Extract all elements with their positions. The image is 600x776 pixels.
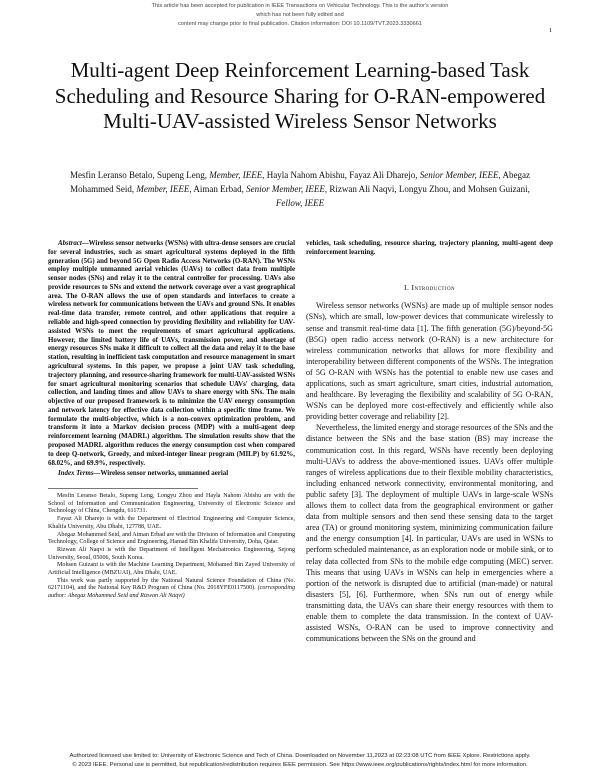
footer-line-2: © 2023 IEEE. Personal use is permitted, but republication/redistribution requires IEEE permission. See https://www.ieee.org/publications/rights/index.html for more information. (72, 762, 528, 768)
author: Hayla Nahom Abishu, (266, 170, 350, 180)
section-heading: I. Introduction (404, 282, 455, 292)
index-terms-continued: vehicles, task scheduling, resource sharing, trajectory planning, multi-agent deep reinforcement learning. (306, 240, 553, 256)
footnote-affiliation-1: Mesfin Leranso Betalo, Supeng Leng, Longyu Zhou and Hayla Nahom Abishu are with the School of Information and Communication Engineering, University of Electronic Science and Technology of China, Chengdu, 611731. (48, 493, 295, 515)
author: Mesfin Leranso Betalo, (70, 170, 158, 180)
author: Longyu Zhou, and (398, 184, 468, 195)
license-footer (14, 752, 586, 770)
left-column (48, 240, 295, 601)
index-terms-text: —Wireless sensor networks, unmanned aerial (93, 470, 229, 478)
author: Aiman Erbad, (193, 184, 247, 195)
author-membership: Member, IEEE, (209, 170, 267, 180)
footer-line-1: Authorized licensed use limited to: University of Electronic Science and Tech of China. Downloaded on November 11,2023 at 02:23:08 UTC from IEEE Xplore. Restrictions apply. (69, 753, 531, 759)
author: Supeng Leng, (157, 170, 210, 180)
footnote-funding: This work was partly supported by the National Natural Science Foundation of China (No. 62171104), and the National Key R&D Program of China (No. 2018YFE0117500). (corresponding author: Abegaz Mohammed Seid and Rizwan Ali Naqvi) (48, 577, 295, 600)
footnote-affiliation-3: Abegaz Mohammed Seid, and Aiman Erbad are with the Division of Information and Computing Technology, College of Science and Engineering, Hamad Bin Khalifa University, Doha, Qatar. (48, 531, 295, 546)
author-membership: Senior Member, IEEE, (419, 170, 503, 180)
author-membership: Member, IEEE, (136, 184, 194, 195)
index-terms-label: Index Terms (58, 470, 94, 478)
paper-title: Multi-agent Deep Reinforcement Learning-based Task Scheduling and Resource Sharing for O-RAN-empowered Multi-UAV-assisted Wireless Sensor Networks (54, 58, 546, 134)
footnote-affiliation-4: Rizwan Ali Naqvi is with the Department of Intelligent Mechatronics Engineering, Sejong University, Seoul, 05006, South Korea. (48, 546, 295, 561)
right-column (306, 240, 553, 644)
abstract-label: Abstract (58, 240, 82, 247)
author-membership: Fellow, IEEE (275, 198, 325, 209)
author: Rizwan Ali Naqvi, (329, 184, 399, 195)
corresponding-author-note: (corresponding author: Abegaz Mohammed Seid and Rizwan Ali Naqvi) (48, 585, 295, 600)
author-membership: Senior Member, IEEE, (246, 184, 330, 195)
author-list (62, 168, 538, 210)
intro-paragraph-1: Wireless sensor networks (WSNs) are made up of multiple sensor nodes (SNs), which are small, low-power devices that communicate wirelessly to sense and transmit real-time data [1]. The fifth generation (5G)/beyond-5G (B5G) open radio access network (O-RAN) is a new architecture for wireless communication networks that allows for more flexibility and interoperability between different components of the WSNs. The integration of 5G O-RAN with WSNs has the potential to enable new use cases and applications, such as smart agriculture, smart cities, industrial automation, and healthcare. By leveraging the flexibility and scalability of 5G O-RAN, WSNs can be deployed more cost-effectively and efficiently while also providing better coverage and reliability [2]. (306, 301, 553, 422)
page-number: 1 (549, 27, 553, 34)
notice-line-2: content may change prior to final publication. Citation information: DOI 10.1109/TVT.2023.3330661 (178, 20, 422, 27)
footnote-affiliation-2: Fayaz Ali Dharejo is with the Department of Electrical Engineering and Computer Science, Khalifa University, Abu Dhabi, 127788, UAE. (48, 516, 295, 530)
intro-paragraph-2: Nevertheless, the limited energy and storage resources of the SNs and the distance between the SNs and the base station (BS) may increase the communication cost. In this regard, WSNs have recently been deploying multi-UAVs to address the above-mentioned issues. UAVs offer multiple ranges of wireless applications due to their flexible mobility characteristics, including enhanced network connectivity, environmental monitoring, and public safety [3]. The deployment of multiple UAVs in large-scale WSNs allows them to collect data from the geographical environment or gather data from multiple sensors and then send these sensing data to the target area (TA) or ground monitoring system, minimizing communication failure and the energy consumption [4]. In particular, UAVs are used in WSNs to perform scheduled maintenance, as an exploration node or mobile sink, or to relay data collected from SNs to the mobile edge computing (MEC) server. This means that using UAVs in WSNs can help in emergencies where a portion of the network is disrupted due to artificial (man-made) or natural disasters [5], [6]. Furthermore, when SNs run out of energy while transmitting data, the UAVs can share their energy resources with them to enable them to complete the data transmission. In the context of UAV-assisted WSNs, O-RAN can be used to improve connectivity and communications between the SNs on the ground and (306, 423, 553, 644)
abstract (48, 240, 295, 468)
notice-line-1: This article has been accepted for publication in IEEE Transactions on Vehicular Technology. This is the author's version which has not been fully edited and (151, 3, 449, 18)
footnote-affiliation-5: Mohsen Guizani is with the Machine Learning Department, Mohamed Bin Zayed University of Artificial Intelligence (MBZUAI), Abu Dhabi, UAE. (48, 562, 295, 576)
author: Fayaz Ali Dharejo, (349, 170, 420, 180)
author: Abegaz Mohammed Seid, (70, 170, 530, 195)
publication-notice (150, 2, 450, 28)
abstract-text: —Wireless sensor networks (WSNs) with ultra-dense sensors are crucial for several industries, such as smart agricultural systems deployed in the fifth generation (5G) and beyond 5G Open Radio Access Networks (O-RAN). The WSNs employ multiple unmanned aerial vehicles (UAVs) to collect data from multiple sensor nodes (SNs) and relay it to the central controller for processing. UAVs also provide resources to SNs and extend the network coverage over a vast geographical area. The O-RAN allows the use of open standards and interfaces to create a wireless network for communications between the UAVs and ground SNs. It enables real-time data transfer, remote control, and other applications that require a reliable and high-speed connection by providing flexibility and reliability for UAV-assisted WSNs to meet the requirements of smart agricultural applications. However, the limited battery life of UAVs, transmission power, and shortage of energy resources SNs make it difficult to collect all the data and relay it to the base station, resulting in inefficient task computation and resource management in smart agricultural systems. In this paper, we propose a joint UAV task scheduling, trajectory planning, and resource-sharing framework for multi-UAV-assisted WSNs for smart agricultural monitoring scenarios that schedule UAVs' charging, data collection, and landing times and allow UAVs to share energy with SNs. The main objective of our proposed framework is to minimize the UAV energy consumption and network latency for effective data collection within a specific time frame. We formulate the multi-objective, which is a non-convex optimization problem, and transform it into a Markov decision process (MDP) with a multi-agent deep reinforcement learning (MADRL) algorithm. The simulation results show that the proposed MADRL algorithm reduces the energy consumption cost when compared to deep Q-network, Greedy, and mixed-integer linear program (MILP) by 61.92%, 68.02%, and 69.9%, respectively. (48, 240, 295, 467)
author: Mohsen Guizani, (467, 184, 530, 195)
index-terms (48, 470, 295, 479)
footnote-divider (48, 488, 198, 489)
